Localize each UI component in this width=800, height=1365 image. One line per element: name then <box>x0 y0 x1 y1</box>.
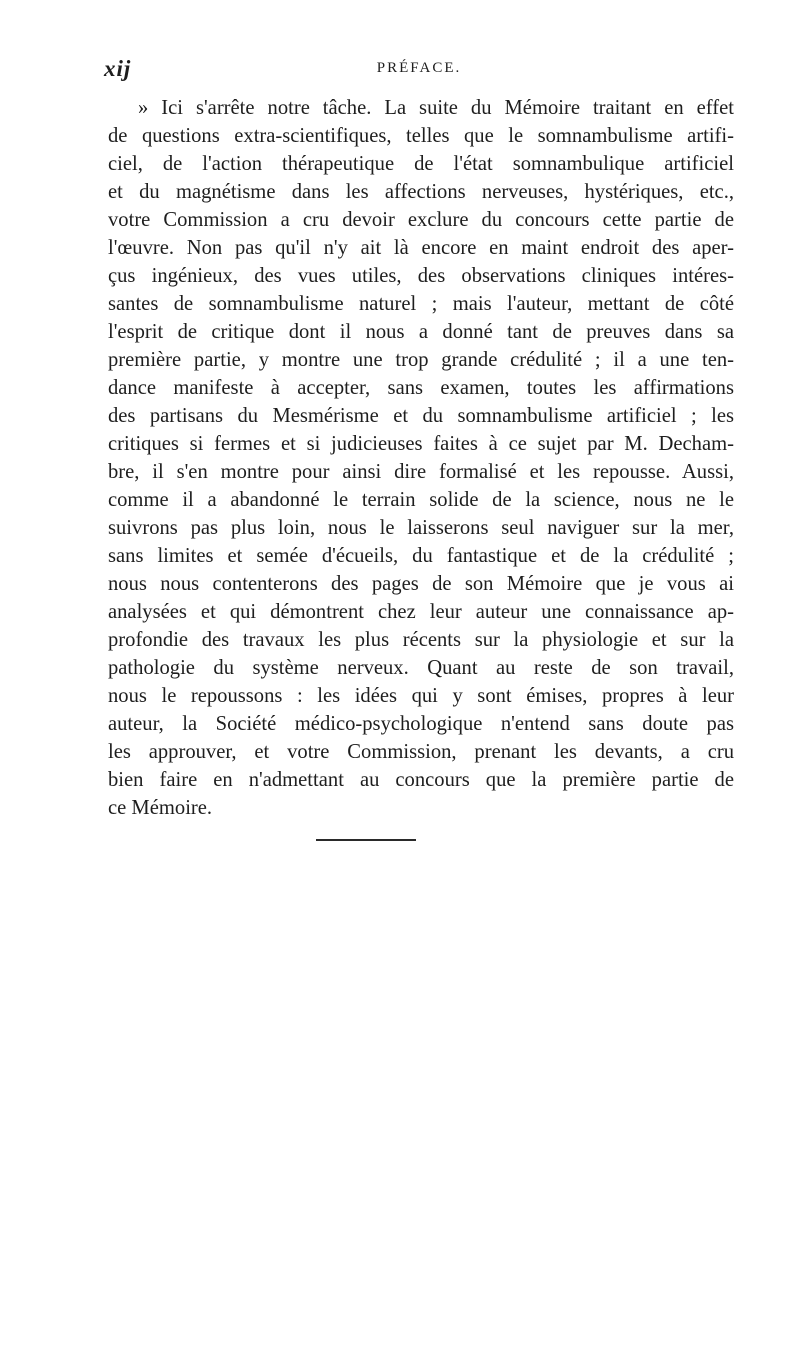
text-line: les approuver, et votre Commission, prenant les devants, a cru <box>108 741 734 763</box>
end-rule <box>316 839 416 841</box>
text-line: et du magnétisme dans les affections nerveuses, hystériques, etc., <box>108 181 734 203</box>
text-line: comme il a abandonné le terrain solide de la science, nous ne le <box>108 489 734 511</box>
text-line: profondie des travaux les plus récents sur la physiologie et sur la <box>108 629 734 651</box>
running-head <box>104 56 734 86</box>
text-line: de questions extra-scientifiques, telles que le somnambulisme artifi- <box>108 125 734 147</box>
text-line: nous le repoussons : les idées qui y sont émises, propres à leur <box>108 685 734 707</box>
text-line: auteur, la Société médico-psychologique n'entend sans doute pas <box>108 713 734 735</box>
text-line: première partie, y montre une trop grande crédulité ; il a une ten- <box>108 349 734 371</box>
text-line: çus ingénieux, des vues utiles, des observations cliniques intéres- <box>108 265 734 287</box>
text-line: bre, il s'en montre pour ainsi dire formalisé et les repousse. Aussi, <box>108 461 734 483</box>
text-line: » Ici s'arrête notre tâche. La suite du Mémoire traitant en effet <box>138 97 734 119</box>
text-line: votre Commission a cru devoir exclure du concours cette partie de <box>108 209 734 231</box>
text-line: l'œuvre. Non pas qu'il n'y ait là encore en maint endroit des aper- <box>108 237 734 259</box>
text-line: ciel, de l'action thérapeutique de l'état somnambulique artificiel <box>108 153 734 175</box>
running-title: PRÉFACE. <box>376 60 462 76</box>
text-line: critiques si fermes et si judicieuses faites à ce sujet par M. Decham- <box>108 433 734 455</box>
text-line: dance manifeste à accepter, sans examen, toutes les affirmations <box>108 377 734 399</box>
text-line: santes de somnambulisme naturel ; mais l'auteur, mettant de côté <box>108 293 734 315</box>
text-line: l'esprit de critique dont il nous a donné tant de preuves dans sa <box>108 321 734 343</box>
page-number: xij <box>104 56 132 81</box>
text-line: bien faire en n'admettant au concours que la première partie de <box>108 769 734 791</box>
text-line: ce Mémoire. <box>108 797 213 819</box>
text-line: des partisans du Mesmérisme et du somnambulisme artificiel ; les <box>108 405 734 427</box>
text-line: sans limites et semée d'écueils, du fantastique et de la crédulité ; <box>108 545 734 567</box>
text-line: suivrons pas plus loin, nous le laisserons seul naviguer sur la mer, <box>108 517 734 539</box>
text-line: nous nous contenterons des pages de son Mémoire que je vous ai <box>108 573 734 595</box>
body-paragraph <box>108 94 734 822</box>
text-line: analysées et qui démontrent chez leur auteur une connaissance ap- <box>108 601 734 623</box>
text-line: pathologie du système nerveux. Quant au reste de son travail, <box>108 657 734 679</box>
